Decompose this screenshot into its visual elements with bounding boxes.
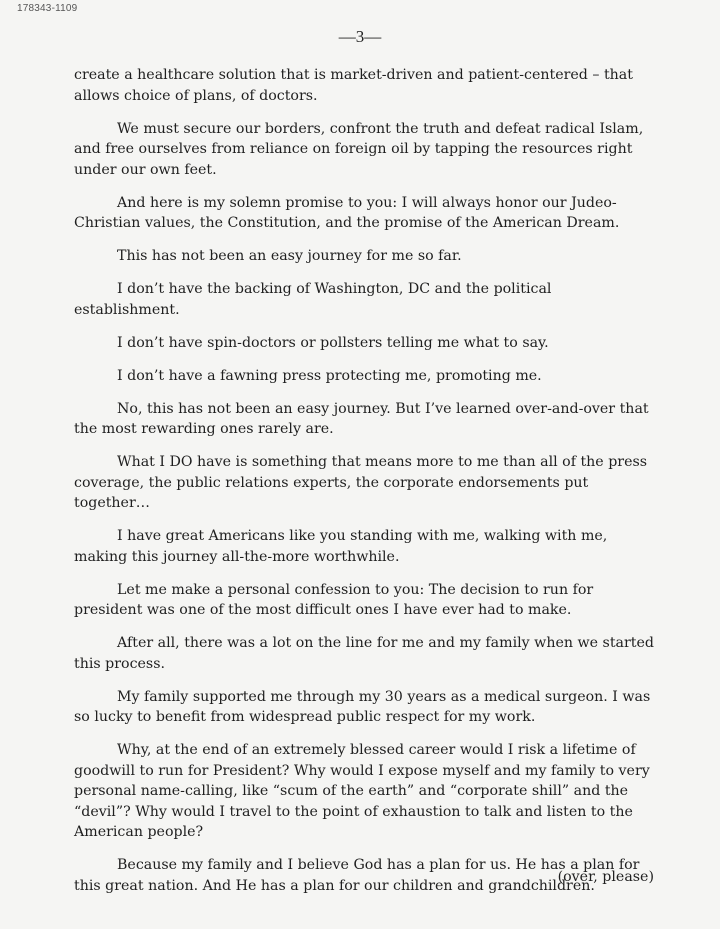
- paragraph: What I DO have is something that means more to me than all of the press coverage, the public relations experts, the corporate endorsements put together…: [74, 454, 648, 511]
- paragraph: I don’t have a fawning press protecting me, promoting me.: [117, 367, 542, 384]
- page-number: —3—: [338, 27, 382, 46]
- paragraph: Why, at the end of an extremely blessed career would I risk a lifetime of goodwill to run for President? Why would I expose myself and my family to very personal name-calling, like “scum of the earth” and “corporate shill” and the “devil”? Why would I travel to the point of exhaustion to talk and listen to the American people?: [74, 742, 650, 840]
- paragraph: My family supported me through my 30 years as a medical surgeon. I was so lucky to benefit from widespread public respect for my work.: [74, 688, 651, 725]
- paragraph: After all, there was a lot on the line for me and my family when we started this process.: [74, 635, 654, 672]
- paragraph: I don’t have spin-doctors or pollsters telling me what to say.: [117, 334, 549, 351]
- paragraph: I have great Americans like you standing with me, walking with me, making this journey all-the-more worthwhile.: [74, 528, 608, 565]
- paragraph: I don’t have the backing of Washington, DC and the political establishment.: [74, 281, 552, 318]
- paragraph: No, this has not been an easy journey. But I’ve learned over-and-over that the most rewarding ones rarely are.: [74, 400, 649, 437]
- closing-note: (over, please): [557, 869, 654, 885]
- document-id: 178343-1109: [17, 3, 78, 14]
- paragraph: We must secure our borders, confront the truth and defeat radical Islam, and free ourselves from reliance on foreign oil by tapping the resources right under our own feet.: [74, 120, 644, 178]
- paragraph: Let me make a personal confession to you: The decision to run for president was one of the most difficult ones I have ever had to make.: [74, 581, 594, 618]
- paragraph: And here is my solemn promise to you: I will always honor our Judeo-Christian values, the Constitution, and the promise of the American Dream.: [74, 194, 620, 231]
- paragraph: This has not been an easy journey for me so far.: [117, 248, 462, 264]
- paragraph: create a healthcare solution that is market-driven and patient-centered – that allows choice of plans, of doctors.: [74, 67, 633, 104]
- paragraph: Because my family and I believe God has a plan for us. He has a plan for this great nation. And He has a plan for our children and grandchildren.: [74, 857, 640, 894]
- letter-body: [74, 65, 660, 909]
